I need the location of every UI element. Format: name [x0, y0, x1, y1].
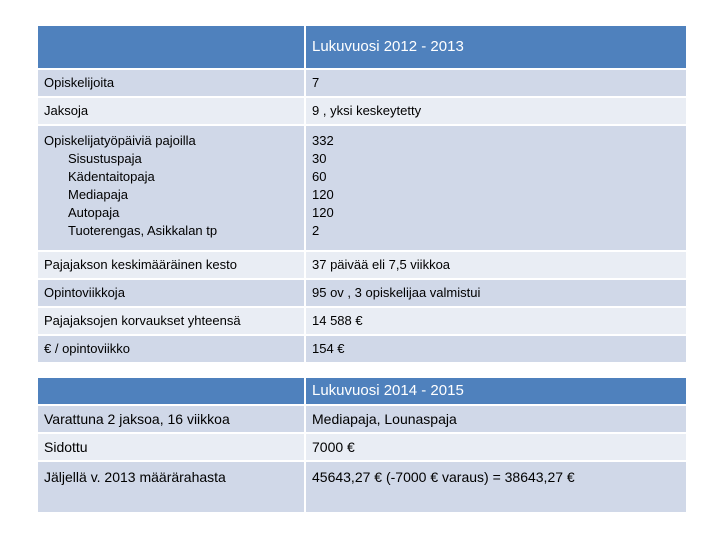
sub-label: Kädentaitopaja — [68, 169, 155, 184]
row-value: 14 588 € — [306, 308, 686, 334]
row-label: € / opintoviikko — [38, 336, 304, 362]
row-value: 332 — [312, 133, 334, 148]
row-value: 154 € — [306, 336, 686, 362]
row-value: 7000 € — [306, 434, 686, 460]
sub-label: Tuoterengas, Asikkalan tp — [68, 223, 218, 238]
row-value-group — [306, 126, 686, 250]
header-title: Lukuvuosi 2012 - 2013 — [306, 26, 686, 68]
table-row — [38, 336, 686, 362]
row-value: 45643,27 € (-7000 € varaus) = 38643,27 € — [306, 462, 686, 512]
header-title: Lukuvuosi 2014 - 2015 — [306, 378, 686, 404]
table-row — [38, 280, 686, 306]
sub-label: Autopaja — [68, 205, 120, 220]
row-label: Jaksoja — [38, 98, 304, 124]
table-header-row — [38, 26, 686, 68]
table-row — [38, 462, 686, 512]
row-label-group — [38, 126, 304, 250]
row-value: 60 — [312, 169, 327, 184]
row-label: Jäljellä v. 2013 määrärahasta — [38, 462, 304, 512]
row-value: 9 , yksi keskeytetty — [306, 98, 686, 124]
row-value: 37 päivää eli 7,5 viikkoa — [306, 252, 686, 278]
sub-label: Sisustuspaja — [68, 151, 142, 166]
row-value: Mediapaja, Lounaspaja — [306, 406, 686, 432]
table-row — [38, 252, 686, 278]
row-value: 120 — [312, 205, 334, 220]
row-label: Opiskelijoita — [38, 70, 304, 96]
row-label: Opiskelijatyöpäiviä pajoilla — [44, 133, 196, 148]
row-label: Sidottu — [38, 434, 304, 460]
row-label: Pajajaksojen korvaukset yhteensä — [38, 308, 304, 334]
row-value: 120 — [312, 187, 334, 202]
row-label: Pajajakson keskimääräinen kesto — [38, 252, 304, 278]
row-value: 2 — [312, 223, 320, 238]
table-row — [38, 98, 686, 124]
table-row — [38, 308, 686, 334]
table-row — [38, 70, 686, 96]
table-2014-2015 — [36, 376, 688, 514]
table-2012-2013 — [36, 24, 688, 364]
row-label: Opintoviikkoja — [38, 280, 304, 306]
row-value: 95 ov , 3 opiskelijaa valmistui — [306, 280, 686, 306]
row-label: Varattuna 2 jaksoa, 16 viikkoa — [38, 406, 304, 432]
header-empty-cell — [38, 378, 304, 404]
table-row — [38, 434, 686, 460]
row-value: 30 — [312, 151, 327, 166]
table-header-row — [38, 378, 686, 404]
header-empty-cell — [38, 26, 304, 68]
table-row — [38, 126, 686, 250]
table-row — [38, 406, 686, 432]
sub-label: Mediapaja — [68, 187, 128, 202]
row-value: 7 — [306, 70, 686, 96]
